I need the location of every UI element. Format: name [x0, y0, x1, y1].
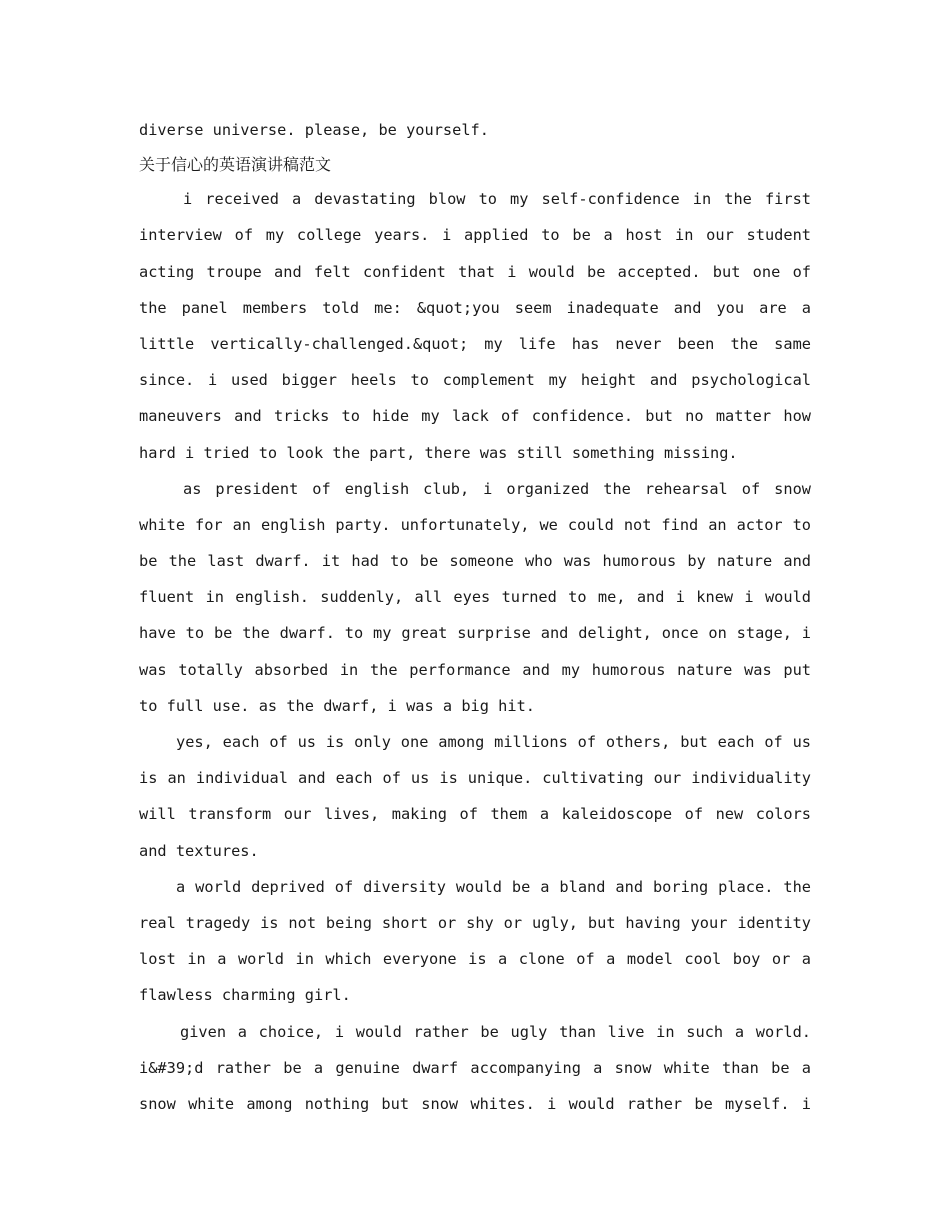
text-line: and textures.	[139, 841, 259, 860]
paragraph-5	[139, 1014, 811, 1123]
text-line: yes, each of us is only one among millions of others, but each of us	[176, 733, 811, 751]
text-line: fluent in english. suddenly, all eyes turned to me, and i knew i would	[139, 588, 811, 607]
document-heading: 关于信心的英语演讲稿范文	[139, 155, 332, 175]
text-line: as president of english club, i organized the rehearsal of snow	[183, 479, 811, 498]
text-line: given a choice, i would rather be ugly than live in such a world.	[180, 1022, 811, 1041]
text-line: flawless charming girl.	[139, 986, 351, 1005]
text-line: i&#39;d rather be a genuine dwarf accompanying a snow white than be a	[139, 1058, 811, 1077]
document-page	[139, 112, 811, 1122]
paragraph-4	[139, 869, 811, 1014]
text-line: to full use. as the dwarf, i was a big hit.	[139, 696, 536, 715]
text-line: little vertically-challenged.&quot; my life has never been the same	[139, 334, 811, 353]
text-line: will transform our lives, making of them a kaleidoscope of new colors	[139, 805, 811, 824]
text-line: was totally absorbed in the performance and my humorous nature was put	[139, 660, 811, 679]
text-line: maneuvers and tricks to hide my lack of confidence. but no matter how	[139, 407, 811, 426]
text-line: acting troupe and felt confident that i would be accepted. but one of	[139, 262, 811, 281]
text-line: hard i tried to look the part, there was still something missing.	[139, 443, 738, 462]
text-line: have to be the dwarf. to my great surprise and delight, once on stage, i	[139, 624, 811, 643]
paragraph-1	[139, 181, 811, 471]
text-line: snow white among nothing but snow whites. i would rather be myself. i	[139, 1094, 811, 1113]
text-line: lost in a world in which everyone is a clone of a model cool boy or a	[139, 950, 811, 969]
text-line: interview of my college years. i applied to be a host in our student	[139, 226, 811, 245]
text-line: the panel members told me: &quot;you seem inadequate and you are a	[139, 298, 811, 317]
paragraph-2	[139, 471, 811, 724]
text-line: i received a devastating blow to my self-confidence in the first	[183, 190, 811, 209]
text-line: a world deprived of diversity would be a bland and boring place. the	[176, 877, 811, 896]
text-line: be the last dwarf. it had to be someone who was humorous by nature and	[139, 552, 811, 571]
text-line: since. i used bigger heels to complement my height and psychological	[139, 371, 811, 390]
text-line: white for an english party. unfortunately, we could not find an actor to	[139, 515, 811, 534]
paragraph-3	[139, 724, 811, 869]
text-line: is an individual and each of us is unique. cultivating our individuality	[139, 769, 811, 788]
text-line: diverse universe. please, be yourself.	[139, 121, 489, 139]
text-line: real tragedy is not being short or shy or ugly, but having your identity	[139, 913, 811, 932]
